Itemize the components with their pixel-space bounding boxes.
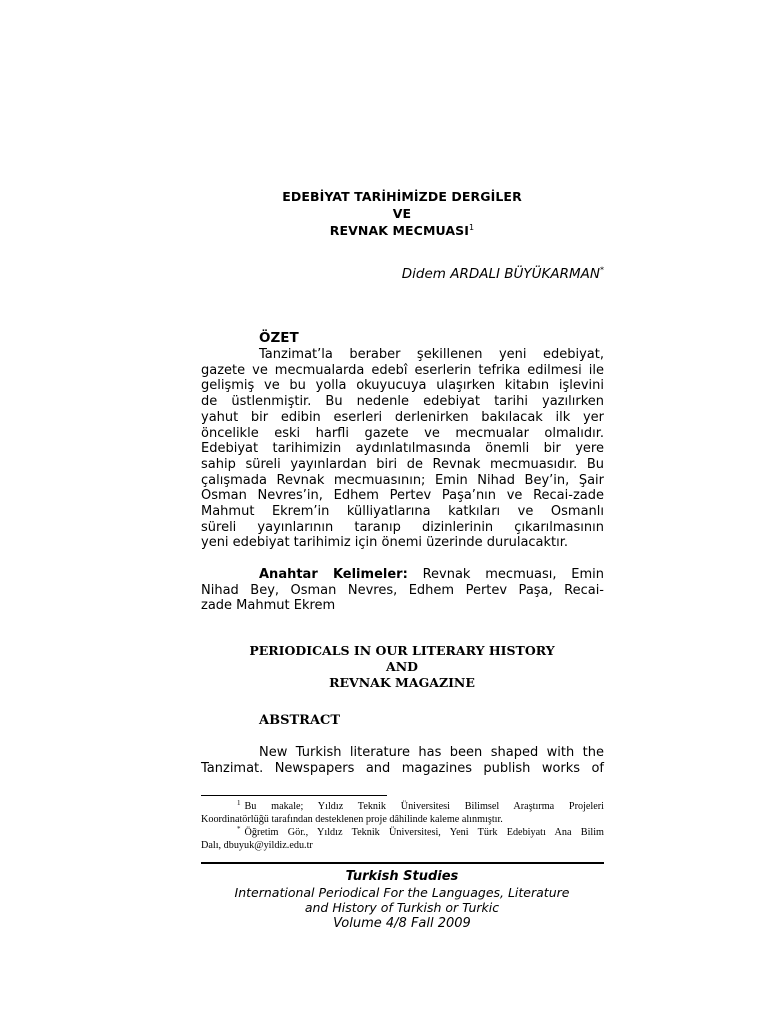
title-en-line-2: AND xyxy=(386,659,418,674)
ozet-line: yeni edebiyat tarihimiz için önemi üzerinde durulacaktır. xyxy=(201,535,569,551)
journal-subtitle-line-2: and History of Turkish or Turkic xyxy=(304,900,500,915)
footnote-2-text: Öğretim Gör., Yıldız Teknik Üniversitesi, Yeni Türk Edebiyatı Ana Bilim xyxy=(244,827,604,838)
ozet-line: Mahmut Ekrem’in külliyatlarına katkıları ve Osmanlı xyxy=(201,504,604,520)
ozet-line: yahut bir edibin eserleri derlenirken bakılacak ilk yer xyxy=(201,409,604,425)
footnote-2-marker: * xyxy=(237,824,241,833)
ozet-line: gelişmiş ve bu yolla okuyucuya ulaşırken kitabın işlevini xyxy=(201,378,604,394)
title-en-line-3: REVNAK MAGAZINE xyxy=(329,675,475,690)
keywords-line-2: Nihad Bey, Osman Nevres, Edhem Pertev Paşa, Recai- xyxy=(201,582,604,598)
footnotes xyxy=(201,800,604,852)
footer-rule xyxy=(201,862,604,864)
ozet-line: Osman Nevres’in, Edhem Pertev Paşa’nın ve Recai-zade xyxy=(201,488,604,504)
title-en-line-1: PERIODICALS IN OUR LITERARY HISTORY xyxy=(249,643,555,658)
title-tr-line-1: EDEBİYAT TARİHİMİZDE DERGİLER xyxy=(282,189,522,204)
keywords-paragraph xyxy=(201,567,604,614)
title-tr-line-3-text: REVNAK MECMUASI xyxy=(329,223,469,238)
footnote-2-line-2: Dalı, dbuyuk@yildiz.edu.tr xyxy=(201,840,313,851)
ozet-paragraph xyxy=(201,347,604,551)
footnote-1-marker: 1 xyxy=(237,798,241,807)
abstract-line: New Turkish literature has been shaped with the xyxy=(259,745,604,760)
title-tr-line-3 xyxy=(200,222,604,239)
abstract-heading: ABSTRACT xyxy=(259,713,341,728)
ozet-line: öncelikle eski harfli gazete ve mecmualar olmalıdır. xyxy=(201,425,604,441)
footnote-1-line-2: Koordinatörlüğü tarafından desteklenen proje dâhilinde kaleme alınmıştır. xyxy=(201,814,503,825)
ozet-line: çalışmada Revnak mecmuasının; Emin Nihad Bey’in, Şair xyxy=(201,472,604,488)
ozet-line: de üstlenmiştir. Bu nedenle edebiyat tarihi yazılırken xyxy=(201,394,604,410)
ozet-line: Tanzimat’la beraber şekillenen yeni edebiyat, xyxy=(259,347,604,362)
article-title-english xyxy=(200,643,604,691)
author-footnote-marker: * xyxy=(600,265,604,275)
journal-footer xyxy=(200,869,604,931)
ozet-line: gazete ve mecmualarda edebî eserlerin tefrika edilmesi ile xyxy=(201,362,604,378)
author-name-text: Didem ARDALI BÜYÜKARMAN xyxy=(401,266,600,282)
footnote-1-line-1 xyxy=(201,800,604,813)
keywords-line-1-rest: Revnak mecmuası, Emin xyxy=(422,567,604,582)
ozet-line: Edebiyat tarihimizin aydınlatılmasında önemli bir yere xyxy=(201,441,604,457)
ozet-line: süreli yayınlarının taranıp dizinlerinin çıkarılmasının xyxy=(201,519,604,535)
footnote-separator xyxy=(201,795,387,796)
ozet-line: sahip süreli yayınlardan biri de Revnak mecmuasıdır. Bu xyxy=(201,456,604,472)
journal-name: Turkish Studies xyxy=(345,869,459,884)
author-name xyxy=(402,266,604,282)
journal-subtitle-line-1: International Periodical For the Languages, Literature xyxy=(234,884,570,900)
article-title-turkish xyxy=(200,188,604,239)
footnote-1-text: Bu makale; Yıldız Teknik Üniversitesi Bilimsel Araştırma Projeleri xyxy=(244,801,604,812)
keywords-line-3: zade Mahmut Ekrem xyxy=(201,598,336,614)
journal-volume: Volume 4/8 Fall 2009 xyxy=(333,915,471,931)
title-tr-line-2: VE xyxy=(392,206,412,221)
abstract-paragraph xyxy=(201,745,604,776)
keywords-line-1 xyxy=(201,567,604,583)
ozet-heading: ÖZET xyxy=(259,330,299,346)
title-footnote-marker: 1 xyxy=(469,222,475,232)
footnote-2-line-1 xyxy=(201,826,604,839)
keywords-label: Anahtar Kelimeler: xyxy=(259,567,408,582)
abstract-line: Tanzimat. Newspapers and magazines publish works of xyxy=(201,760,604,776)
